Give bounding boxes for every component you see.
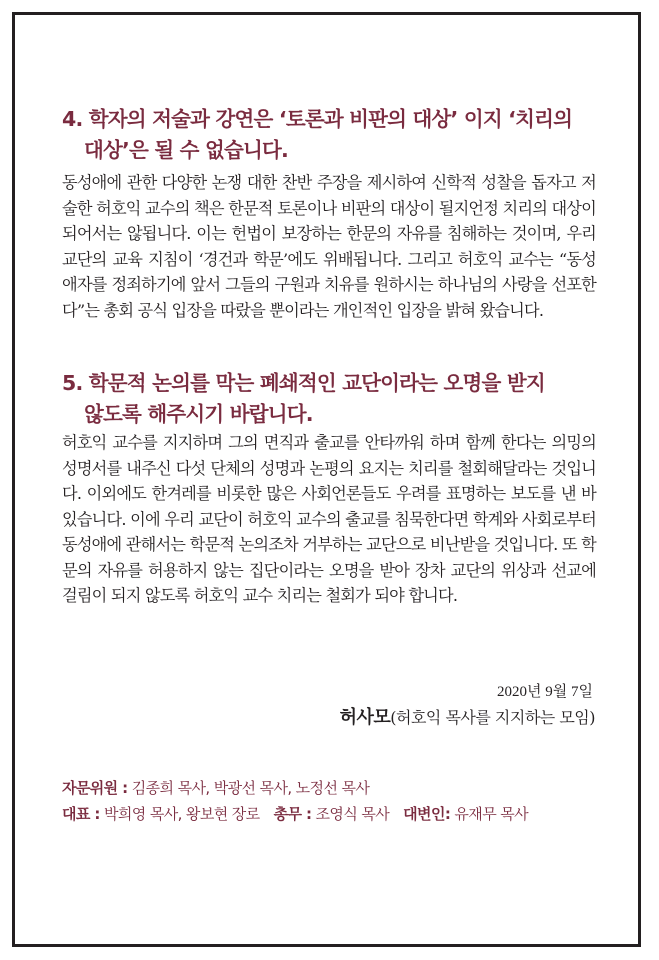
organization-name: 허사모 [339,707,391,728]
signature [340,703,595,729]
section-5-body: 허호익 교수를 지지하며 그의 면직과 출교를 안타까워 하며 함께 한다는 의밍의 성명서를 내주신 다섯 단체의 성명과 논평의 요지는 치리를 철회해달라는 것입니다. 이외에도 한겨레를 비롯한 많은 사회언론들도 우려를 표명하는 보도를 낸 바 있습니다. 이에 우리 교단이 허호익 교수의 출교를 침묵한다면 학계와 사회로부터 동성애에 관해서는 학문적 논의조차 거부하는 교단으로 비난받을 것입니다. 또 학문의 자유를 허용하지 않는 집단이라는 오명을 받아 장차 교단의 위상과 선교에 걸림이 되지 않도록 허호익 교수 치리는 철회가 되야 합니다. [62,433,596,605]
general-secretary-name: 조영식 목사 [311,805,390,823]
advisors-names: 김종희 목사, 박광선 목사, 노정선 목사 [127,779,370,797]
representative-names: 박희영 목사, 왕보현 장로 [99,805,260,823]
section-5-heading-line1: 5. 학문적 논의를 막는 폐쇄적인 교단이라는 오명을 받지 [62,371,545,395]
section-4-body: 동성애에 관한 다양한 논쟁 대한 찬반 주장을 제시하여 신학적 성찰을 돕자고 저술한 허호익 교수의 책은 한문적 토론이나 비판의 대상이 될지언정 치리의 대상이 되어서는 않됩니다. 이는 헌법이 보장하는 한문의 자유를 침해하는 것이며, 우리 교단의 교육 지침이 ‘경건과 학문’에도 위배됩니다. 그리고 허호익 교수는 “동성애자를 정죄하기에 앞서 그들의 구원과 치유를 원하시는 하나님의 사랑을 선포한다”는 총회 공식 입장을 따랐을 뿐이라는 개인적인 입장을 밝혀 왔습니다. [62,173,596,320]
advisors-line [62,777,369,798]
organization-full-name: (허호익 목사를 지지하는 모임) [390,708,595,727]
spokesperson-label: 대변인: [403,805,451,823]
section-5-heading [62,368,602,430]
spokesperson-name: 유재무 목사 [450,805,529,823]
section-4-heading [62,104,602,166]
section-5-heading-line2: 않도록 해주시기 바랍니다. [84,402,313,426]
advisors-label: 자문위원 : [62,779,128,797]
section-4-heading-line2: 대상’은 될 수 없습니다. [84,138,289,162]
general-secretary-label: 총무 : [273,805,312,823]
representative-label: 대표 : [62,805,100,823]
officers-line [62,803,528,824]
date: 2020년 9월 7일 [497,684,593,700]
section-4-heading-line1: 4. 학자의 저술과 강연은 ‘토론과 비판의 대상’ 이지 ‘치리의 [62,107,573,131]
